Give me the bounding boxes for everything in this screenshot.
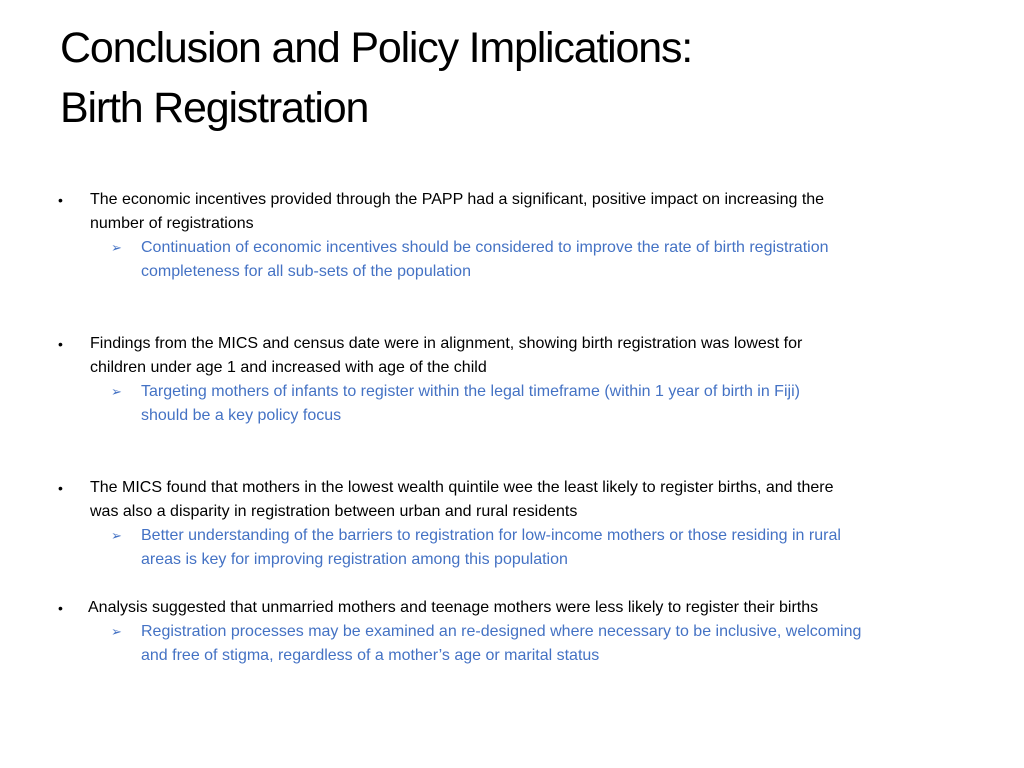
bullet-point-mics-census — [56, 332, 976, 380]
point-line: number of registrations — [90, 215, 254, 232]
slide-title — [60, 18, 980, 138]
sub-point-line: completeness for all sub-sets of the population — [141, 263, 471, 280]
bullet-icon: • — [58, 600, 63, 616]
point-line: The MICS found that mothers in the lowest wealth quintile wee the least likely to register births, and there — [90, 479, 834, 496]
bullet-point-incentives — [56, 188, 976, 236]
point-line: was also a disparity in registration between urban and rural residents — [90, 503, 578, 520]
sub-point-incentives — [56, 236, 976, 284]
sub-point-line: should be a key policy focus — [141, 407, 342, 424]
arrow-bullet-icon: ➢ — [111, 624, 122, 639]
point-line: Findings from the MICS and census date were in alignment, showing birth registration was lowest for — [90, 335, 803, 352]
sub-point-line: Better understanding of the barriers to registration for low-income mothers or those residing in rural — [141, 527, 841, 544]
arrow-bullet-icon: ➢ — [111, 528, 122, 543]
arrow-bullet-icon: ➢ — [111, 240, 122, 255]
sub-point-barriers — [56, 524, 976, 572]
sub-point-line: areas is key for improving registration among this population — [141, 551, 568, 568]
arrow-bullet-icon: ➢ — [111, 384, 122, 399]
point-line: Analysis suggested that unmarried mothers and teenage mothers were less likely to register their births — [88, 599, 819, 616]
point-line: children under age 1 and increased with age of the child — [90, 359, 487, 376]
bullet-point-unmarried — [56, 596, 976, 620]
bullet-icon: • — [58, 480, 63, 496]
bullet-list — [56, 188, 976, 668]
sub-point-line: Continuation of economic incentives should be considered to improve the rate of birth registration — [141, 239, 829, 256]
title-line-1: Conclusion and Policy Implications: — [60, 24, 692, 72]
sub-point-processes — [56, 620, 976, 668]
bullet-point-wealth — [56, 476, 976, 524]
sub-point-line: Registration processes may be examined an re-designed where necessary to be inclusive, welcoming — [141, 623, 862, 640]
sub-point-infants — [56, 380, 976, 428]
sub-point-line: Targeting mothers of infants to register within the legal timeframe (within 1 year of birth in Fiji) — [141, 383, 800, 400]
sub-point-line: and free of stigma, regardless of a mother’s age or marital status — [141, 647, 600, 664]
bullet-icon: • — [58, 192, 63, 208]
bullet-icon: • — [58, 336, 63, 352]
point-line: The economic incentives provided through the PAPP had a significant, positive impact on increasing the — [90, 191, 825, 208]
title-line-2: Birth Registration — [60, 84, 369, 132]
